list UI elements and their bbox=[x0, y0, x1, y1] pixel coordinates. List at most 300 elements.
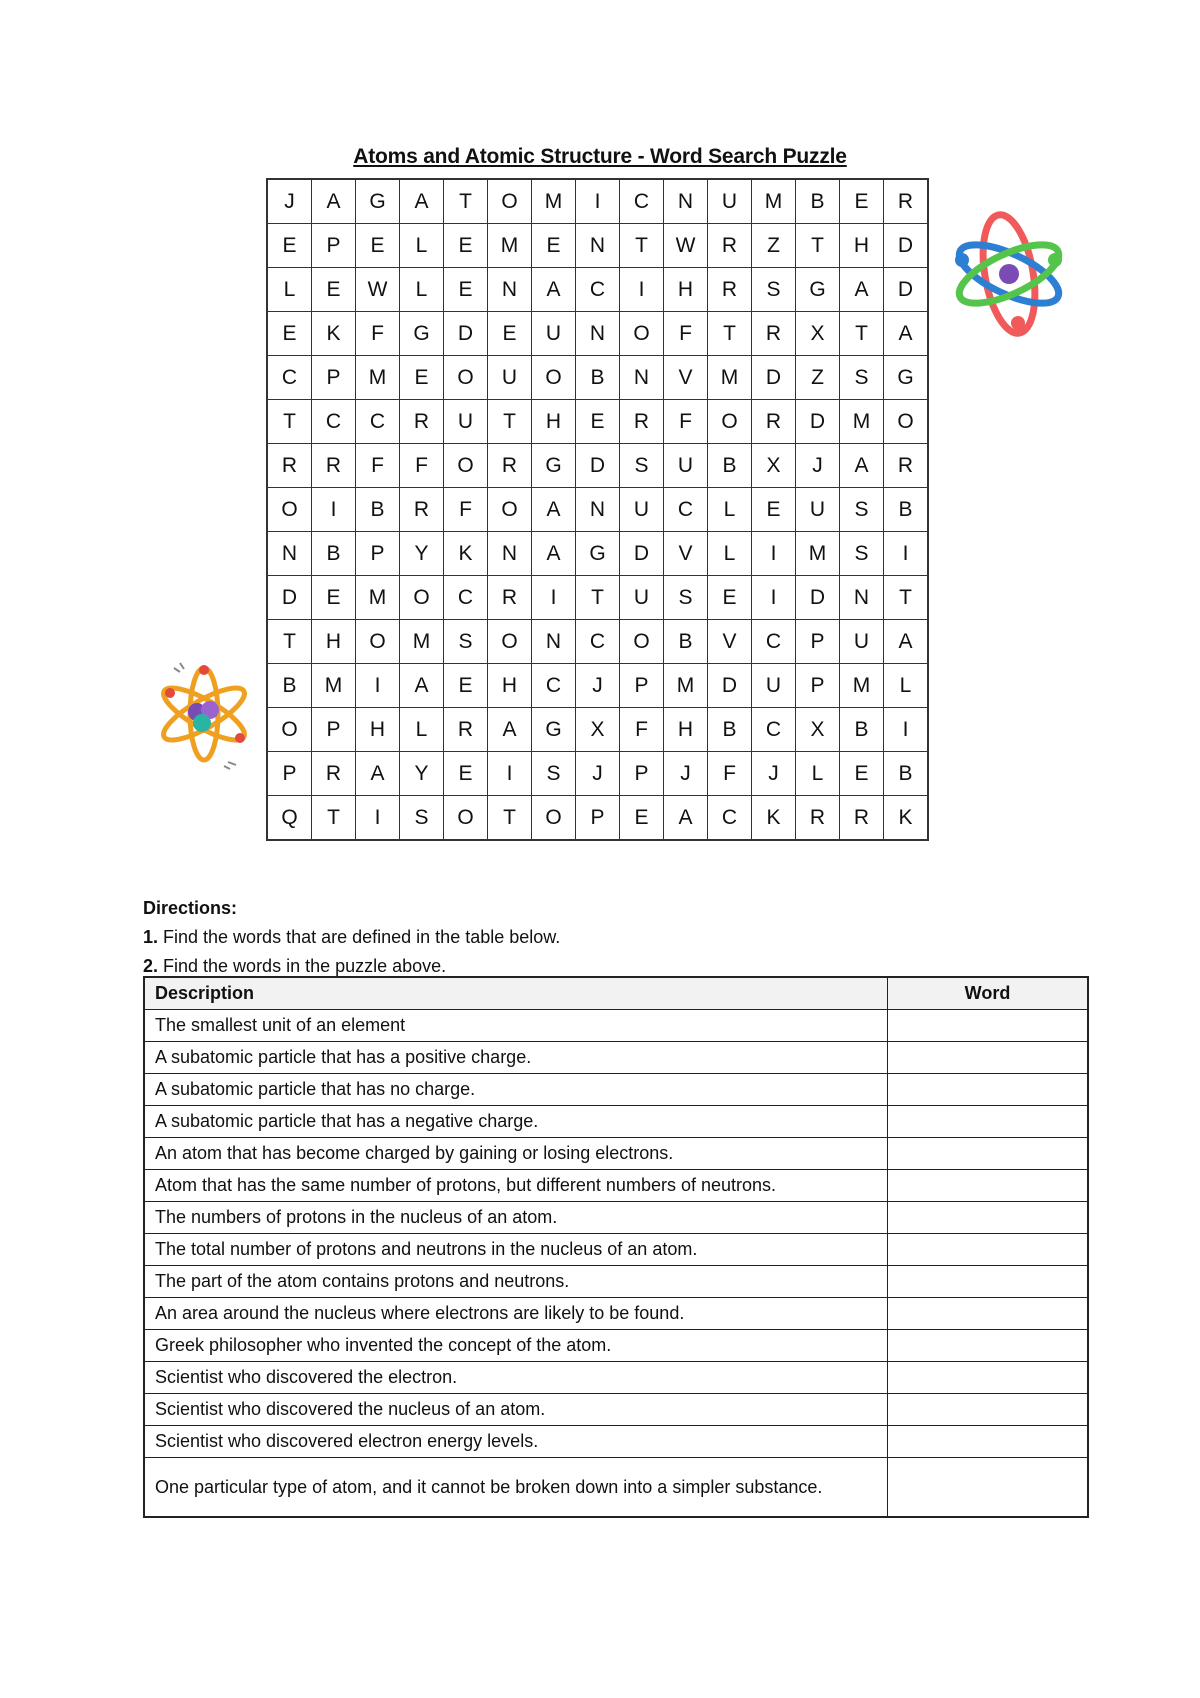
grid-letter[interactable]: H bbox=[664, 708, 708, 752]
clue-description: The total number of protons and neutrons in the nucleus of an atom. bbox=[144, 1234, 888, 1266]
grid-letter[interactable]: R bbox=[620, 400, 664, 444]
answer-cell[interactable] bbox=[888, 1042, 1089, 1074]
grid-letter[interactable]: P bbox=[312, 224, 356, 268]
grid-letter[interactable]: O bbox=[488, 620, 532, 664]
grid-letter[interactable]: D bbox=[752, 356, 796, 400]
clue-row bbox=[144, 1426, 1088, 1458]
grid-letter[interactable]: P bbox=[312, 356, 356, 400]
grid-letter[interactable]: H bbox=[356, 708, 400, 752]
grid-letter[interactable]: K bbox=[752, 796, 796, 841]
grid-letter[interactable]: O bbox=[532, 356, 576, 400]
atom-nucleus bbox=[999, 264, 1019, 284]
grid-letter[interactable]: E bbox=[576, 400, 620, 444]
grid-letter[interactable]: F bbox=[620, 708, 664, 752]
grid-letter[interactable]: L bbox=[708, 488, 752, 532]
clue-row bbox=[144, 1138, 1088, 1170]
grid-letter[interactable]: T bbox=[884, 576, 929, 620]
clue-description: A subatomic particle that has no charge. bbox=[144, 1074, 888, 1106]
grid-letter[interactable]: U bbox=[664, 444, 708, 488]
grid-letter[interactable]: T bbox=[267, 620, 312, 664]
grid-letter[interactable]: I bbox=[620, 268, 664, 312]
atom-electron bbox=[1048, 253, 1062, 267]
grid-letter[interactable]: A bbox=[840, 268, 884, 312]
grid-letter[interactable]: B bbox=[664, 620, 708, 664]
grid-letter[interactable]: T bbox=[444, 179, 488, 224]
grid-letter[interactable]: C bbox=[576, 620, 620, 664]
grid-letter[interactable]: E bbox=[488, 312, 532, 356]
grid-letter[interactable]: M bbox=[840, 664, 884, 708]
word-search-grid bbox=[266, 178, 929, 841]
grid-letter[interactable]: U bbox=[708, 179, 752, 224]
clues-table bbox=[143, 976, 1089, 1518]
grid-letter[interactable]: C bbox=[444, 576, 488, 620]
grid-letter[interactable]: I bbox=[884, 708, 929, 752]
grid-letter[interactable]: I bbox=[356, 664, 400, 708]
grid-letter[interactable]: M bbox=[488, 224, 532, 268]
grid-letter[interactable]: I bbox=[488, 752, 532, 796]
grid-letter[interactable]: M bbox=[664, 664, 708, 708]
page-title: Atoms and Atomic Structure - Word Search Puzzle bbox=[353, 145, 847, 168]
grid-letter[interactable]: E bbox=[620, 796, 664, 841]
grid-letter[interactable]: C bbox=[752, 620, 796, 664]
clue-row bbox=[144, 1362, 1088, 1394]
grid-letter[interactable]: E bbox=[532, 224, 576, 268]
grid-row bbox=[267, 576, 928, 620]
answer-cell[interactable] bbox=[888, 1330, 1089, 1362]
grid-letter[interactable]: B bbox=[708, 708, 752, 752]
grid-letter[interactable]: J bbox=[576, 752, 620, 796]
grid-row bbox=[267, 708, 928, 752]
grid-letter[interactable]: C bbox=[576, 268, 620, 312]
grid-letter[interactable]: F bbox=[356, 444, 400, 488]
grid-letter[interactable]: O bbox=[620, 312, 664, 356]
grid-letter[interactable]: E bbox=[752, 488, 796, 532]
grid-letter[interactable]: B bbox=[267, 664, 312, 708]
grid-letter[interactable]: H bbox=[840, 224, 884, 268]
grid-letter[interactable]: M bbox=[708, 356, 752, 400]
grid-letter[interactable]: D bbox=[708, 664, 752, 708]
grid-letter[interactable]: N bbox=[664, 179, 708, 224]
grid-letter[interactable]: R bbox=[840, 796, 884, 841]
grid-letter[interactable]: R bbox=[708, 224, 752, 268]
grid-letter[interactable]: U bbox=[752, 664, 796, 708]
grid-letter[interactable]: J bbox=[267, 179, 312, 224]
grid-letter[interactable]: U bbox=[796, 488, 840, 532]
grid-letter[interactable]: M bbox=[796, 532, 840, 576]
clue-row bbox=[144, 1330, 1088, 1362]
clue-description: Scientist who discovered the electron. bbox=[144, 1362, 888, 1394]
grid-letter[interactable]: T bbox=[488, 400, 532, 444]
grid-letter[interactable]: O bbox=[488, 488, 532, 532]
grid-letter[interactable]: M bbox=[840, 400, 884, 444]
clue-row bbox=[144, 1042, 1088, 1074]
clue-row bbox=[144, 1170, 1088, 1202]
clue-row bbox=[144, 1394, 1088, 1426]
grid-letter[interactable]: E bbox=[444, 664, 488, 708]
grid-letter[interactable]: F bbox=[708, 752, 752, 796]
grid-letter[interactable]: M bbox=[312, 664, 356, 708]
grid-letter[interactable]: L bbox=[796, 752, 840, 796]
grid-letter[interactable]: U bbox=[488, 356, 532, 400]
answer-cell[interactable] bbox=[888, 1202, 1089, 1234]
grid-letter[interactable]: G bbox=[884, 356, 929, 400]
grid-letter[interactable]: G bbox=[532, 708, 576, 752]
answer-cell[interactable] bbox=[888, 1266, 1089, 1298]
grid-letter[interactable]: K bbox=[444, 532, 488, 576]
grid-letter[interactable]: M bbox=[752, 179, 796, 224]
grid-letter[interactable]: E bbox=[267, 224, 312, 268]
grid-letter[interactable]: M bbox=[400, 620, 444, 664]
grid-letter[interactable]: P bbox=[267, 752, 312, 796]
grid-letter[interactable]: T bbox=[488, 796, 532, 841]
grid-letter[interactable]: N bbox=[267, 532, 312, 576]
grid-letter[interactable]: O bbox=[488, 179, 532, 224]
grid-row bbox=[267, 664, 928, 708]
grid-letter[interactable]: N bbox=[840, 576, 884, 620]
clue-row bbox=[144, 1266, 1088, 1298]
grid-letter[interactable]: C bbox=[312, 400, 356, 444]
grid-letter[interactable]: T bbox=[267, 400, 312, 444]
grid-letter[interactable]: B bbox=[356, 488, 400, 532]
grid-letter[interactable]: O bbox=[444, 444, 488, 488]
clue-description: Atom that has the same number of protons, but different numbers of neutrons. bbox=[144, 1170, 888, 1202]
clue-row bbox=[144, 1234, 1088, 1266]
grid-letter[interactable]: U bbox=[840, 620, 884, 664]
grid-letter[interactable]: T bbox=[576, 576, 620, 620]
grid-letter[interactable]: D bbox=[444, 312, 488, 356]
description-header: Description bbox=[144, 977, 888, 1010]
grid-letter[interactable]: O bbox=[444, 796, 488, 841]
grid-letter[interactable]: A bbox=[532, 488, 576, 532]
step-text: Find the words in the puzzle above. bbox=[158, 956, 447, 976]
grid-letter[interactable]: U bbox=[444, 400, 488, 444]
grid-letter[interactable]: Q bbox=[267, 796, 312, 841]
grid-letter[interactable]: L bbox=[400, 224, 444, 268]
answer-cell[interactable] bbox=[888, 1234, 1089, 1266]
grid-letter[interactable]: A bbox=[400, 664, 444, 708]
grid-letter[interactable]: U bbox=[620, 488, 664, 532]
grid-letter[interactable]: E bbox=[312, 576, 356, 620]
grid-letter[interactable]: X bbox=[576, 708, 620, 752]
grid-letter[interactable]: R bbox=[884, 444, 929, 488]
grid-letter[interactable]: L bbox=[400, 708, 444, 752]
answer-cell[interactable] bbox=[888, 1170, 1089, 1202]
grid-letter[interactable]: O bbox=[267, 708, 312, 752]
answer-cell[interactable] bbox=[888, 1394, 1089, 1426]
grid-letter[interactable]: K bbox=[312, 312, 356, 356]
atom-icon bbox=[152, 658, 256, 770]
grid-letter[interactable]: D bbox=[267, 576, 312, 620]
grid-letter[interactable]: O bbox=[532, 796, 576, 841]
grid-letter[interactable]: F bbox=[664, 312, 708, 356]
grid-letter[interactable]: D bbox=[620, 532, 664, 576]
atom-icon bbox=[952, 208, 1066, 340]
grid-letter[interactable]: D bbox=[884, 224, 929, 268]
answer-cell[interactable] bbox=[888, 1106, 1089, 1138]
grid-letter[interactable]: V bbox=[664, 532, 708, 576]
grid-letter[interactable]: R bbox=[708, 268, 752, 312]
grid-letter[interactable]: S bbox=[400, 796, 444, 841]
grid-row bbox=[267, 444, 928, 488]
grid-letter[interactable]: P bbox=[620, 664, 664, 708]
grid-letter[interactable]: E bbox=[708, 576, 752, 620]
grid-letter[interactable]: A bbox=[312, 179, 356, 224]
grid-letter[interactable]: F bbox=[356, 312, 400, 356]
grid-letter[interactable]: G bbox=[532, 444, 576, 488]
grid-letter[interactable]: S bbox=[840, 488, 884, 532]
clue-row bbox=[144, 1202, 1088, 1234]
clue-row bbox=[144, 1010, 1088, 1042]
grid-letter[interactable]: N bbox=[488, 532, 532, 576]
grid-letter[interactable]: N bbox=[576, 224, 620, 268]
grid-letter[interactable]: N bbox=[488, 268, 532, 312]
answer-cell[interactable] bbox=[888, 1362, 1089, 1394]
grid-letter[interactable]: S bbox=[840, 356, 884, 400]
grid-letter[interactable]: O bbox=[444, 356, 488, 400]
grid-letter[interactable]: D bbox=[884, 268, 929, 312]
grid-letter[interactable]: Y bbox=[400, 532, 444, 576]
grid-letter[interactable]: B bbox=[708, 444, 752, 488]
grid-row bbox=[267, 752, 928, 796]
grid-letter[interactable]: E bbox=[267, 312, 312, 356]
grid-letter[interactable]: C bbox=[664, 488, 708, 532]
grid-letter[interactable]: R bbox=[444, 708, 488, 752]
grid-letter[interactable]: P bbox=[312, 708, 356, 752]
clue-row bbox=[144, 1458, 1088, 1518]
clue-row bbox=[144, 1074, 1088, 1106]
grid-letter[interactable]: V bbox=[708, 620, 752, 664]
grid-letter[interactable]: M bbox=[532, 179, 576, 224]
grid-letter[interactable]: N bbox=[620, 356, 664, 400]
step-number: 2. bbox=[143, 956, 159, 976]
grid-letter[interactable]: O bbox=[620, 620, 664, 664]
clue-description: A subatomic particle that has a positive charge. bbox=[144, 1042, 888, 1074]
grid-letter[interactable]: C bbox=[752, 708, 796, 752]
answer-cell[interactable] bbox=[888, 1010, 1089, 1042]
grid-letter[interactable]: S bbox=[664, 576, 708, 620]
grid-letter[interactable]: K bbox=[884, 796, 929, 841]
grid-letter[interactable]: J bbox=[664, 752, 708, 796]
grid-letter[interactable]: W bbox=[356, 268, 400, 312]
grid-letter[interactable]: R bbox=[312, 444, 356, 488]
grid-letter[interactable]: B bbox=[576, 356, 620, 400]
grid-letter[interactable]: A bbox=[884, 312, 929, 356]
atom-electron bbox=[1011, 316, 1025, 330]
grid-letter[interactable]: E bbox=[840, 179, 884, 224]
grid-letter[interactable]: P bbox=[576, 796, 620, 841]
grid-letter[interactable]: J bbox=[752, 752, 796, 796]
grid-letter[interactable]: B bbox=[884, 752, 929, 796]
grid-letter[interactable]: H bbox=[664, 268, 708, 312]
grid-letter[interactable]: G bbox=[356, 179, 400, 224]
clue-description: An area around the nucleus where electrons are likely to be found. bbox=[144, 1298, 888, 1330]
directions bbox=[143, 894, 560, 981]
clues-header-row bbox=[144, 977, 1088, 1010]
atom-electron bbox=[165, 688, 175, 698]
grid-letter[interactable]: B bbox=[796, 179, 840, 224]
grid-letter[interactable]: N bbox=[532, 620, 576, 664]
grid-letter[interactable]: T bbox=[840, 312, 884, 356]
grid-letter[interactable]: S bbox=[620, 444, 664, 488]
grid-letter[interactable]: E bbox=[356, 224, 400, 268]
grid-letter[interactable]: N bbox=[576, 312, 620, 356]
grid-letter[interactable]: T bbox=[620, 224, 664, 268]
grid-letter[interactable]: A bbox=[884, 620, 929, 664]
grid-letter[interactable]: V bbox=[664, 356, 708, 400]
grid-letter[interactable]: R bbox=[752, 400, 796, 444]
grid-letter[interactable]: F bbox=[444, 488, 488, 532]
grid-row bbox=[267, 356, 928, 400]
clue-description: A subatomic particle that has a negative charge. bbox=[144, 1106, 888, 1138]
grid-letter[interactable]: D bbox=[576, 444, 620, 488]
grid-letter[interactable]: C bbox=[532, 664, 576, 708]
grid-letter[interactable]: I bbox=[576, 179, 620, 224]
grid-letter[interactable]: O bbox=[708, 400, 752, 444]
clue-description: Greek philosopher who invented the concept of the atom. bbox=[144, 1330, 888, 1362]
grid-letter[interactable]: A bbox=[664, 796, 708, 841]
grid-row bbox=[267, 268, 928, 312]
grid-letter[interactable]: H bbox=[488, 664, 532, 708]
grid-letter[interactable]: M bbox=[356, 576, 400, 620]
grid-letter[interactable]: A bbox=[488, 708, 532, 752]
grid-letter[interactable]: A bbox=[400, 179, 444, 224]
clue-description: An atom that has become charged by gaining or losing electrons. bbox=[144, 1138, 888, 1170]
grid-letter[interactable]: S bbox=[752, 268, 796, 312]
clue-description: Scientist who discovered electron energy levels. bbox=[144, 1426, 888, 1458]
grid-letter[interactable]: C bbox=[620, 179, 664, 224]
clue-row bbox=[144, 1298, 1088, 1330]
clue-description: One particular type of atom, and it cannot be broken down into a simpler substance. bbox=[144, 1458, 888, 1518]
grid-letter[interactable]: U bbox=[532, 312, 576, 356]
grid-letter[interactable]: S bbox=[444, 620, 488, 664]
atom-nucleus bbox=[193, 714, 211, 732]
grid-letter[interactable]: X bbox=[796, 312, 840, 356]
grid-letter[interactable]: Z bbox=[752, 224, 796, 268]
grid-letter[interactable]: I bbox=[312, 488, 356, 532]
grid-letter[interactable]: X bbox=[796, 708, 840, 752]
direction-step bbox=[143, 923, 560, 952]
grid-letter[interactable]: E bbox=[840, 752, 884, 796]
word-header: Word bbox=[888, 977, 1089, 1010]
grid-letter[interactable]: L bbox=[884, 664, 929, 708]
grid-row bbox=[267, 488, 928, 532]
grid-letter[interactable]: O bbox=[400, 576, 444, 620]
grid-letter[interactable]: I bbox=[752, 576, 796, 620]
grid-letter[interactable]: U bbox=[620, 576, 664, 620]
atom-electron bbox=[235, 733, 245, 743]
grid-letter[interactable]: P bbox=[796, 620, 840, 664]
grid-letter[interactable]: O bbox=[267, 488, 312, 532]
clue-description: Scientist who discovered the nucleus of an atom. bbox=[144, 1394, 888, 1426]
grid-letter[interactable]: I bbox=[752, 532, 796, 576]
grid-letter[interactable]: F bbox=[664, 400, 708, 444]
grid-letter[interactable]: P bbox=[620, 752, 664, 796]
grid-row bbox=[267, 796, 928, 841]
grid-letter[interactable]: S bbox=[840, 532, 884, 576]
grid-letter[interactable]: A bbox=[532, 532, 576, 576]
grid-letter[interactable]: R bbox=[400, 488, 444, 532]
grid-letter[interactable]: A bbox=[840, 444, 884, 488]
grid-letter[interactable]: A bbox=[532, 268, 576, 312]
grid-letter[interactable]: N bbox=[576, 488, 620, 532]
grid-letter[interactable]: O bbox=[884, 400, 929, 444]
grid-letter[interactable]: H bbox=[532, 400, 576, 444]
grid-letter[interactable]: C bbox=[267, 356, 312, 400]
grid-letter[interactable]: T bbox=[796, 224, 840, 268]
grid-row bbox=[267, 620, 928, 664]
grid-letter[interactable]: G bbox=[400, 312, 444, 356]
grid-letter[interactable]: S bbox=[532, 752, 576, 796]
step-text: Find the words that are defined in the table below. bbox=[158, 927, 561, 947]
grid-letter[interactable]: R bbox=[400, 400, 444, 444]
answer-cell[interactable] bbox=[888, 1074, 1089, 1106]
grid-row bbox=[267, 224, 928, 268]
grid-letter[interactable]: M bbox=[356, 356, 400, 400]
grid-letter[interactable]: B bbox=[840, 708, 884, 752]
grid-letter[interactable]: L bbox=[708, 532, 752, 576]
grid-letter[interactable]: A bbox=[356, 752, 400, 796]
grid-letter[interactable]: E bbox=[444, 268, 488, 312]
grid-letter[interactable]: B bbox=[884, 488, 929, 532]
grid-letter[interactable]: R bbox=[267, 444, 312, 488]
grid-letter[interactable]: D bbox=[796, 576, 840, 620]
atom-electron bbox=[199, 665, 209, 675]
grid-letter[interactable]: Y bbox=[400, 752, 444, 796]
grid-letter[interactable]: C bbox=[356, 400, 400, 444]
grid-letter[interactable]: E bbox=[444, 752, 488, 796]
grid-letter[interactable]: I bbox=[356, 796, 400, 841]
grid-letter[interactable]: B bbox=[312, 532, 356, 576]
grid-letter[interactable]: R bbox=[312, 752, 356, 796]
grid-letter[interactable]: E bbox=[312, 268, 356, 312]
grid-letter[interactable]: I bbox=[532, 576, 576, 620]
answer-cell[interactable] bbox=[888, 1426, 1089, 1458]
grid-letter[interactable]: E bbox=[444, 224, 488, 268]
grid-letter[interactable]: T bbox=[708, 312, 752, 356]
grid-letter[interactable]: O bbox=[356, 620, 400, 664]
grid-letter[interactable]: R bbox=[488, 444, 532, 488]
grid-letter[interactable]: F bbox=[400, 444, 444, 488]
grid-letter[interactable]: H bbox=[312, 620, 356, 664]
grid-letter[interactable]: R bbox=[488, 576, 532, 620]
grid-letter[interactable]: L bbox=[400, 268, 444, 312]
grid-letter[interactable]: I bbox=[884, 532, 929, 576]
grid-letter[interactable]: R bbox=[796, 796, 840, 841]
grid-letter[interactable]: W bbox=[664, 224, 708, 268]
grid-letter[interactable]: J bbox=[796, 444, 840, 488]
grid-letter[interactable]: P bbox=[356, 532, 400, 576]
grid-row bbox=[267, 312, 928, 356]
grid-letter[interactable]: Z bbox=[796, 356, 840, 400]
grid-letter[interactable]: X bbox=[752, 444, 796, 488]
grid-letter[interactable]: L bbox=[267, 268, 312, 312]
clue-row bbox=[144, 1106, 1088, 1138]
grid-letter[interactable]: D bbox=[796, 400, 840, 444]
grid-letter[interactable]: E bbox=[400, 356, 444, 400]
directions-heading: Directions: bbox=[143, 898, 238, 918]
grid-letter[interactable]: J bbox=[576, 664, 620, 708]
answer-cell[interactable] bbox=[888, 1458, 1089, 1518]
grid-letter[interactable]: G bbox=[576, 532, 620, 576]
grid-letter[interactable]: R bbox=[752, 312, 796, 356]
answer-cell[interactable] bbox=[888, 1138, 1089, 1170]
grid-letter[interactable]: R bbox=[884, 179, 929, 224]
grid-letter[interactable]: C bbox=[708, 796, 752, 841]
grid-letter[interactable]: T bbox=[312, 796, 356, 841]
grid-letter[interactable]: G bbox=[796, 268, 840, 312]
grid-letter[interactable]: P bbox=[796, 664, 840, 708]
answer-cell[interactable] bbox=[888, 1298, 1089, 1330]
